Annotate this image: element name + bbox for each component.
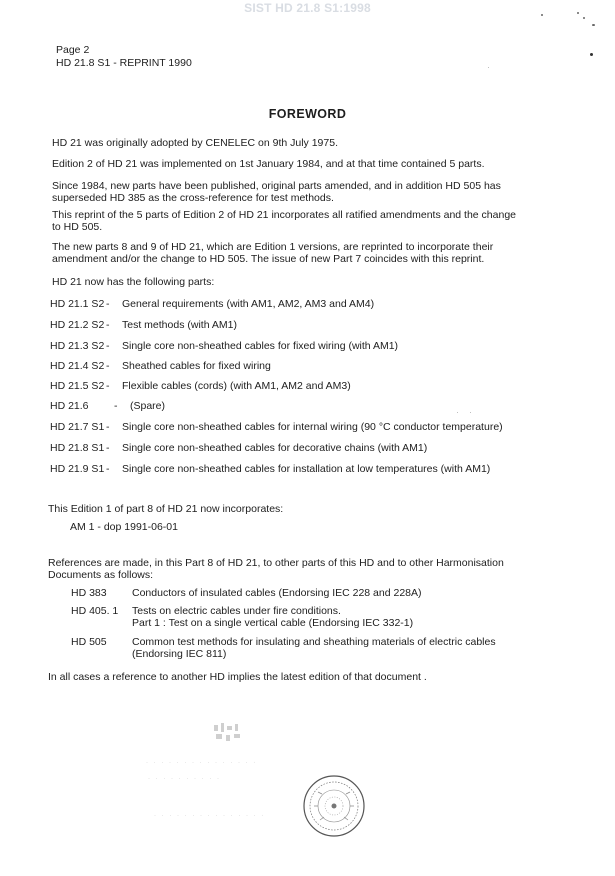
reference-code: HD 405. 1: [71, 605, 119, 617]
page-title: FOREWORD: [268, 107, 347, 121]
intro-paragraph-2: Edition 2 of HD 21 was implemented on 1st January 1984, and at that time contained 5 parts.: [52, 158, 485, 170]
part-title: Sheathed cables for fixed wiring: [122, 360, 271, 372]
smudge-mark-icon: [212, 722, 246, 744]
scan-speck: [577, 12, 579, 14]
reference-line: Part 1 : Test on a single vertical cable (Endorsing IEC 332-1): [132, 617, 414, 629]
intro-paragraph-1: HD 21 was originally adopted by CENELEC on 9th July 1975.: [52, 137, 338, 149]
part-code: HD 21.6: [50, 400, 89, 412]
scan-speck: [590, 53, 593, 56]
reference-line: Tests on electric cables under fire conditions.: [132, 605, 341, 617]
part-row: [50, 360, 271, 372]
part-separator: -: [106, 380, 110, 392]
part-title: Single core non-sheathed cables for installation at low temperatures (with AM1): [122, 463, 491, 475]
part-row: [50, 380, 351, 392]
part-title: Single core non-sheathed cables for decorative chains (with AM1): [122, 442, 428, 454]
amendment-entry: AM 1 - dop 1991-06-01: [70, 521, 178, 533]
page-number: Page 2: [56, 44, 90, 56]
reference-text: [132, 587, 532, 599]
part-title: Single core non-sheathed cables for internal wiring (90 °C conductor temperature): [122, 421, 503, 433]
intro-paragraph-4: This reprint of the 5 parts of Edition 2 of HD 21 incorporates all ratified amendments and the change to HD 505.: [52, 209, 517, 233]
part-row: [50, 442, 427, 454]
intro-paragraph-3: Since 1984, new parts have been published, original parts amended, and in addition HD 505 has superseded HD 385 as the cross-reference for test methods.: [52, 180, 501, 204]
part-code: HD 21.4 S2: [50, 360, 105, 372]
part-separator: -: [106, 298, 110, 310]
part-code: HD 21.7 S1: [50, 421, 105, 433]
part-title: Single core non-sheathed cables for fixed wiring (with AM1): [122, 340, 399, 352]
part-separator: -: [106, 340, 110, 352]
references-intro: References are made, in this Part 8 of HD 21, to other parts of this HD and to other Harmonisation Documents as follows:: [48, 557, 504, 581]
scan-speck: [488, 67, 489, 68]
part-title: Flexible cables (cords) (with AM1, AM2 and AM3): [122, 380, 351, 392]
part-code: HD 21.3 S2: [50, 340, 105, 352]
part-code: HD 21.9 S1: [50, 463, 105, 475]
document-reference: HD 21.8 S1 - REPRINT 1990: [56, 57, 192, 69]
reference-code: HD 505: [71, 636, 107, 648]
part-title: Test methods (with AM1): [122, 319, 237, 331]
reference-line: Common test methods for insulating and sheathing materials of electric cables: [132, 636, 496, 648]
part-row: [50, 421, 503, 433]
reference-text: [132, 636, 532, 660]
intro-paragraph-5: The new parts 8 and 9 of HD 21, which are Edition 1 versions, are reprinted to incorporate their amendment and/or the change to HD 505. The issue of new Part 7 coincides with this reprint.: [52, 241, 494, 265]
part-row: [50, 319, 237, 331]
reference-line: (Endorsing IEC 811): [132, 648, 227, 660]
part-row: [50, 463, 490, 475]
part-row: [50, 400, 165, 412]
scan-speck: [541, 14, 543, 16]
scan-speck: [592, 24, 595, 26]
part-separator: -: [106, 421, 110, 433]
faint-scan-trace: · · · · · · · · · · · · · · ·: [146, 760, 258, 766]
watermark: SIST HD 21.8 S1:1998: [244, 1, 371, 15]
scan-speck: [470, 412, 471, 413]
seal-stamp-icon: [302, 774, 366, 838]
closing-note: In all cases a reference to another HD implies the latest edition of that document .: [48, 671, 427, 683]
part-code: HD 21.8 S1: [50, 442, 105, 454]
part-separator: -: [106, 360, 110, 372]
part-separator: -: [106, 442, 110, 454]
part-title: (Spare): [130, 400, 166, 412]
part-separator: -: [106, 319, 110, 331]
part-code: HD 21.2 S2: [50, 319, 105, 331]
faint-scan-trace: · · · · · · · · · ·: [148, 776, 221, 782]
part-separator: -: [114, 400, 118, 412]
page-header: [56, 44, 192, 70]
part-separator: -: [106, 463, 110, 475]
reference-text: [132, 605, 532, 629]
parts-intro: HD 21 now has the following parts:: [52, 276, 215, 288]
part-code: HD 21.1 S2: [50, 298, 105, 310]
reference-code: HD 383: [71, 587, 107, 599]
edition-note: This Edition 1 of part 8 of HD 21 now incorporates:: [48, 503, 284, 515]
scan-speck: [583, 17, 585, 19]
scan-speck: [457, 412, 458, 413]
part-title: General requirements (with AM1, AM2, AM3 and AM4): [122, 298, 375, 310]
faint-scan-trace: · · · · · · · · · · · · · · ·: [154, 813, 266, 819]
part-code: HD 21.5 S2: [50, 380, 105, 392]
part-row: [50, 298, 374, 310]
part-row: [50, 340, 398, 352]
reference-line: Conductors of insulated cables (Endorsing IEC 228 and 228A): [132, 587, 422, 599]
